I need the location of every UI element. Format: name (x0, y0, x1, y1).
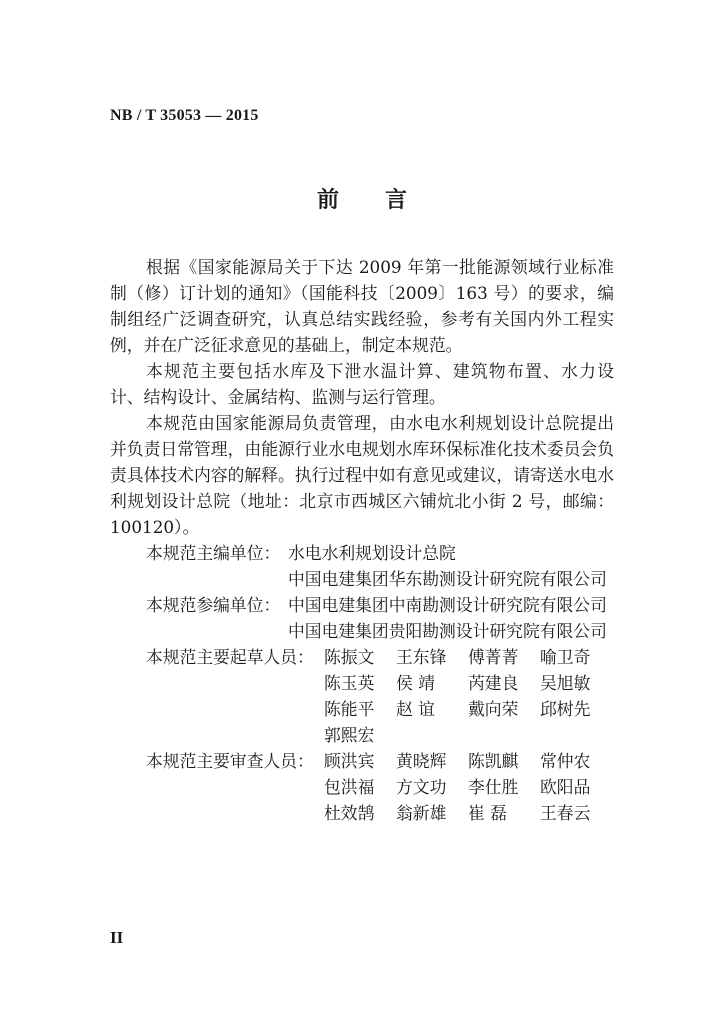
drafter-name: 喻卫奇 (540, 647, 591, 667)
reviewer-name: 陈凯麒 (468, 751, 519, 771)
reviewer-name: 欧阳品 (540, 777, 591, 797)
chief-unit-item: 水电水利规划设计总院 (288, 543, 456, 563)
document-body (110, 254, 614, 826)
participating-unit-item: 中国电建集团中南勘测设计研究院有限公司 (288, 595, 607, 615)
chief-units-list (288, 540, 614, 592)
reviewers-section (110, 748, 614, 826)
drafters-section (110, 644, 614, 748)
drafter-name: 芮建良 (468, 673, 519, 693)
reviewer-name: 崔 磊 (468, 803, 507, 823)
participating-units-list (288, 592, 614, 644)
reviewer-name: 常仲农 (540, 751, 591, 771)
reviewer-name: 包洪福 (324, 777, 375, 797)
drafter-name: 陈振文 (324, 647, 375, 667)
page-title: 前言 (316, 187, 453, 213)
reviewers-label: 本规范主要审查人员： (146, 751, 314, 771)
drafter-name: 吴旭敏 (540, 673, 591, 693)
participating-units-section (110, 592, 614, 644)
drafter-name: 王东锋 (396, 647, 447, 667)
reviewer-name: 王春云 (540, 803, 591, 823)
reviewers-list (324, 748, 612, 826)
drafter-name: 傅菁菁 (468, 647, 519, 667)
standard-code: NB / T 35053 — 2015 (110, 107, 259, 124)
reviewer-name: 杜效鹄 (324, 803, 375, 823)
paragraph-management: 本规范由国家能源局负责管理，由水电水利规划设计总院提出并负责日常管理，由能源行业水电规划水库环保标准化技术委员会负责具体技术内容的解释。执行过程中如有意见或建议，请寄送水电水利规划设计总院（地址：北京市西城区六铺炕北小街 2 号，邮编：100120）。 (110, 413, 614, 537)
reviewer-name: 黄晓辉 (396, 751, 447, 771)
drafter-name: 赵 谊 (396, 699, 435, 719)
reviewer-name: 李仕胜 (468, 777, 519, 797)
drafter-name: 侯 靖 (396, 673, 435, 693)
reviewer-name: 方文功 (396, 777, 447, 797)
drafters-list (324, 644, 612, 748)
paragraph-basis: 根据《国家能源局关于下达 2009 年第一批能源领域行业标准制（修）订计划的通知》（国能科技〔2009〕163 号）的要求，编制组经广泛调查研究，认真总结实践经验，参考有关国内外工程实例，并在广泛征求意见的基础上，制定本规范。 (110, 257, 614, 355)
drafter-name: 戴向荣 (468, 699, 519, 719)
page-number: II (110, 928, 124, 947)
drafter-name: 陈玉英 (324, 673, 375, 693)
participating-unit-item: 中国电建集团贵阳勘测设计研究院有限公司 (288, 621, 607, 641)
drafter-name: 陈能平 (324, 699, 375, 719)
reviewer-name: 翁新雄 (396, 803, 447, 823)
drafter-name: 邱树先 (540, 699, 591, 719)
chief-units-section (110, 540, 614, 592)
participating-units-label: 本规范参编单位： (146, 595, 281, 615)
drafters-label: 本规范主要起草人员： (146, 647, 314, 667)
paragraph-content: 本规范主要包括水库及下泄水温计算、建筑物布置、水力设计、结构设计、金属结构、监测与运行管理。 (110, 361, 614, 407)
reviewer-name: 顾洪宾 (324, 751, 375, 771)
chief-units-label: 本规范主编单位： (146, 543, 281, 563)
drafter-name: 郭熙宏 (324, 725, 375, 745)
chief-unit-item: 中国电建集团华东勘测设计研究院有限公司 (288, 569, 607, 589)
